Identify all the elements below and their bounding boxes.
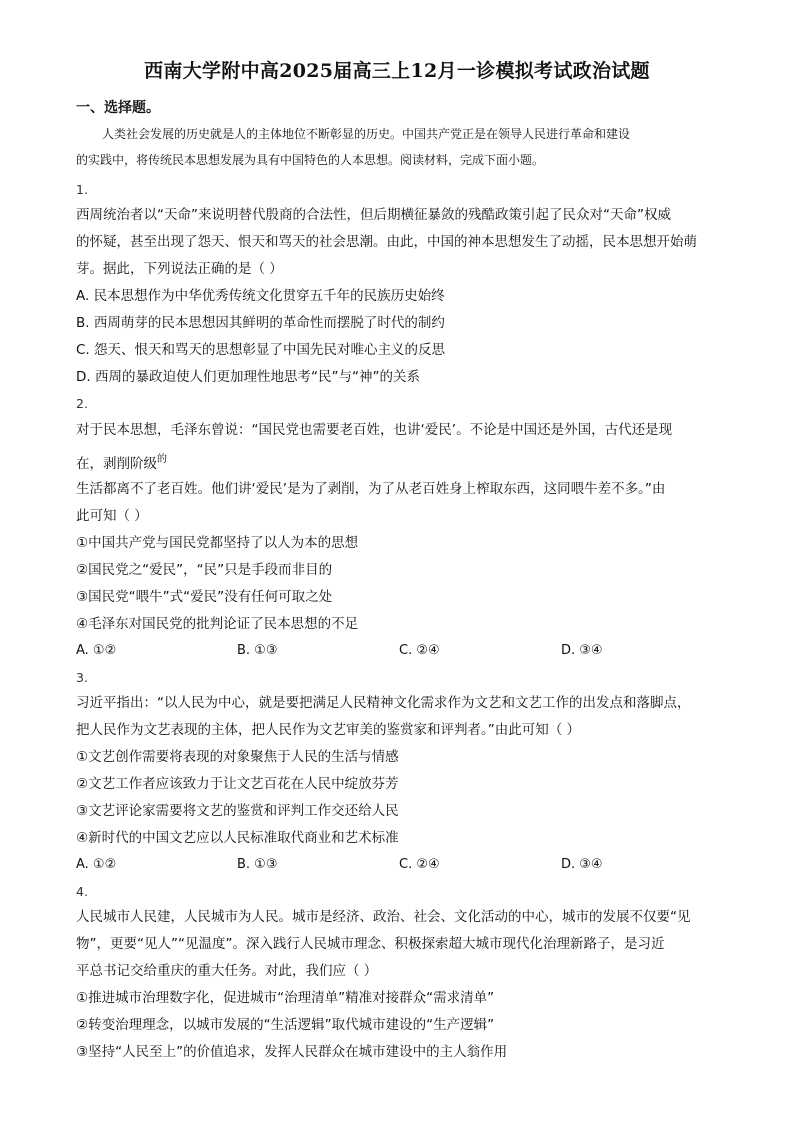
option-c: C. 怨天、恨天和骂天的思想彰显了中国先民对唯心主义的反思 [76,342,446,358]
choice-d: D. ③④ [561,857,603,872]
choice-b: B. ①③ [237,857,278,872]
stem-text: 在，剥削阶级 [76,456,157,472]
stem-superscript: 的 [157,454,167,465]
statement-item: ③国民党“喂牛”式“爱民”没有任何可取之处 [76,589,333,605]
choice-a: A. ①② [76,857,117,872]
question-stem-line: 对于民本思想，毛泽东曾说：“国民党也需要老百姓，也讲‘爱民’。不论是中国还是外国，古代还是现 [76,422,673,438]
choice-b: B. ①③ [237,643,278,658]
option-d: D. 西周的暴政迫使人们更加理性地思考“民”与“神”的关系 [76,369,420,385]
statement-item: ①中国共产党与国民党都坚持了以人为本的思想 [76,535,359,551]
page-title: 西南大学附中高2025届高三上12月一诊模拟考试政治试题 [144,60,650,82]
question-stem-line: 西周统治者以“天命”来说明替代殷商的合法性，但后期横征暴敛的残酷政策引起了民众对“天命”权威 [76,207,671,223]
intro-line: 人类社会发展的历史就是人的主体地位不断彰显的历史。中国共产党正是在领导人民进行革命和建设 [102,127,631,141]
question-stem-line: 物”，更要“见人”“见温度”。深入践行人民城市理念、积极探索超大城市现代化治理新路子，是习近 [76,936,665,952]
option-a: A. 民本思想作为中华优秀传统文化贯穿五千年的民族历史始终 [76,288,445,304]
question-number: 1. [76,182,88,197]
statement-item: ③文艺评论家需要将文艺的鉴赏和评判工作交还给人民 [76,803,399,819]
statement-item: ②国民党之“爱民”，“民”只是手段而非目的 [76,562,333,578]
intro-line: 的实践中，将传统民本思想发展为具有中国特色的人本思想。阅读材料，完成下面小题。 [76,153,545,167]
choice-c: C. ②④ [399,643,440,658]
question-stem-line: 把人民作为文艺表现的主体，把人民作为文艺审美的鉴赏家和评判者。”由此可知（ ） [76,722,581,738]
statement-item: ①推进城市治理数字化，促进城市“治理清单”精准对接群众“需求清单” [76,990,495,1006]
statement-item: ②转变治理理念，以城市发展的“生活逻辑”取代城市建设的“生产逻辑” [76,1017,495,1033]
statement-item: ①文艺创作需要将表现的对象聚焦于人民的生活与情感 [76,749,399,765]
question-stem-line: 习近平指出：“以人民为中心，就是要把满足人民精神文化需求作为文艺和文艺工作的出发点和落脚点， [76,695,691,711]
question-number: 3. [76,670,88,685]
statement-item: ③坚持“人民至上”的价值追求，发挥人民群众在城市建设中的主人翁作用 [76,1044,508,1060]
statement-item: ②文艺工作者应该致力于让文艺百花在人民中绽放芬芳 [76,776,399,792]
intro-passage [76,121,724,173]
question-stem-line: 此可知（ ） [76,508,148,524]
question-number: 2. [76,396,88,411]
question-number: 4. [76,884,88,899]
choice-c: C. ②④ [399,857,440,872]
question-stem-line: 平总书记交给重庆的重大任务。对此，我们应（ ） [76,963,378,979]
option-b: B. 西周萌芽的民本思想因其鲜明的革命性而摆脱了时代的制约 [76,315,445,331]
question-stem-line: 生活都离不了老百姓。他们讲‘爱民’是为了剥削，为了从老百姓身上榨取东西，这同喂牛差不多。”由 [76,481,666,497]
question-stem-line: 芽。据此，下列说法正确的是（ ） [76,261,283,277]
choice-a: A. ①② [76,643,117,658]
question-stem-line [76,450,167,474]
section-heading: 一、选择题。 [76,100,160,116]
choice-d: D. ③④ [561,643,603,658]
statement-item: ④毛泽东对国民党的批判论证了民本思想的不足 [76,616,359,632]
question-stem-line: 人民城市人民建，人民城市为人民。城市是经济、政治、社会、文化活动的中心，城市的发展不仅要“见 [76,909,691,925]
question-stem-line: 的怀疑，甚至出现了怨天、恨天和骂天的社会思潮。由此，中国的神本思想发生了动摇，民本思想开始萌 [76,234,697,250]
statement-item: ④新时代的中国文艺应以人民标准取代商业和艺术标准 [76,830,399,846]
